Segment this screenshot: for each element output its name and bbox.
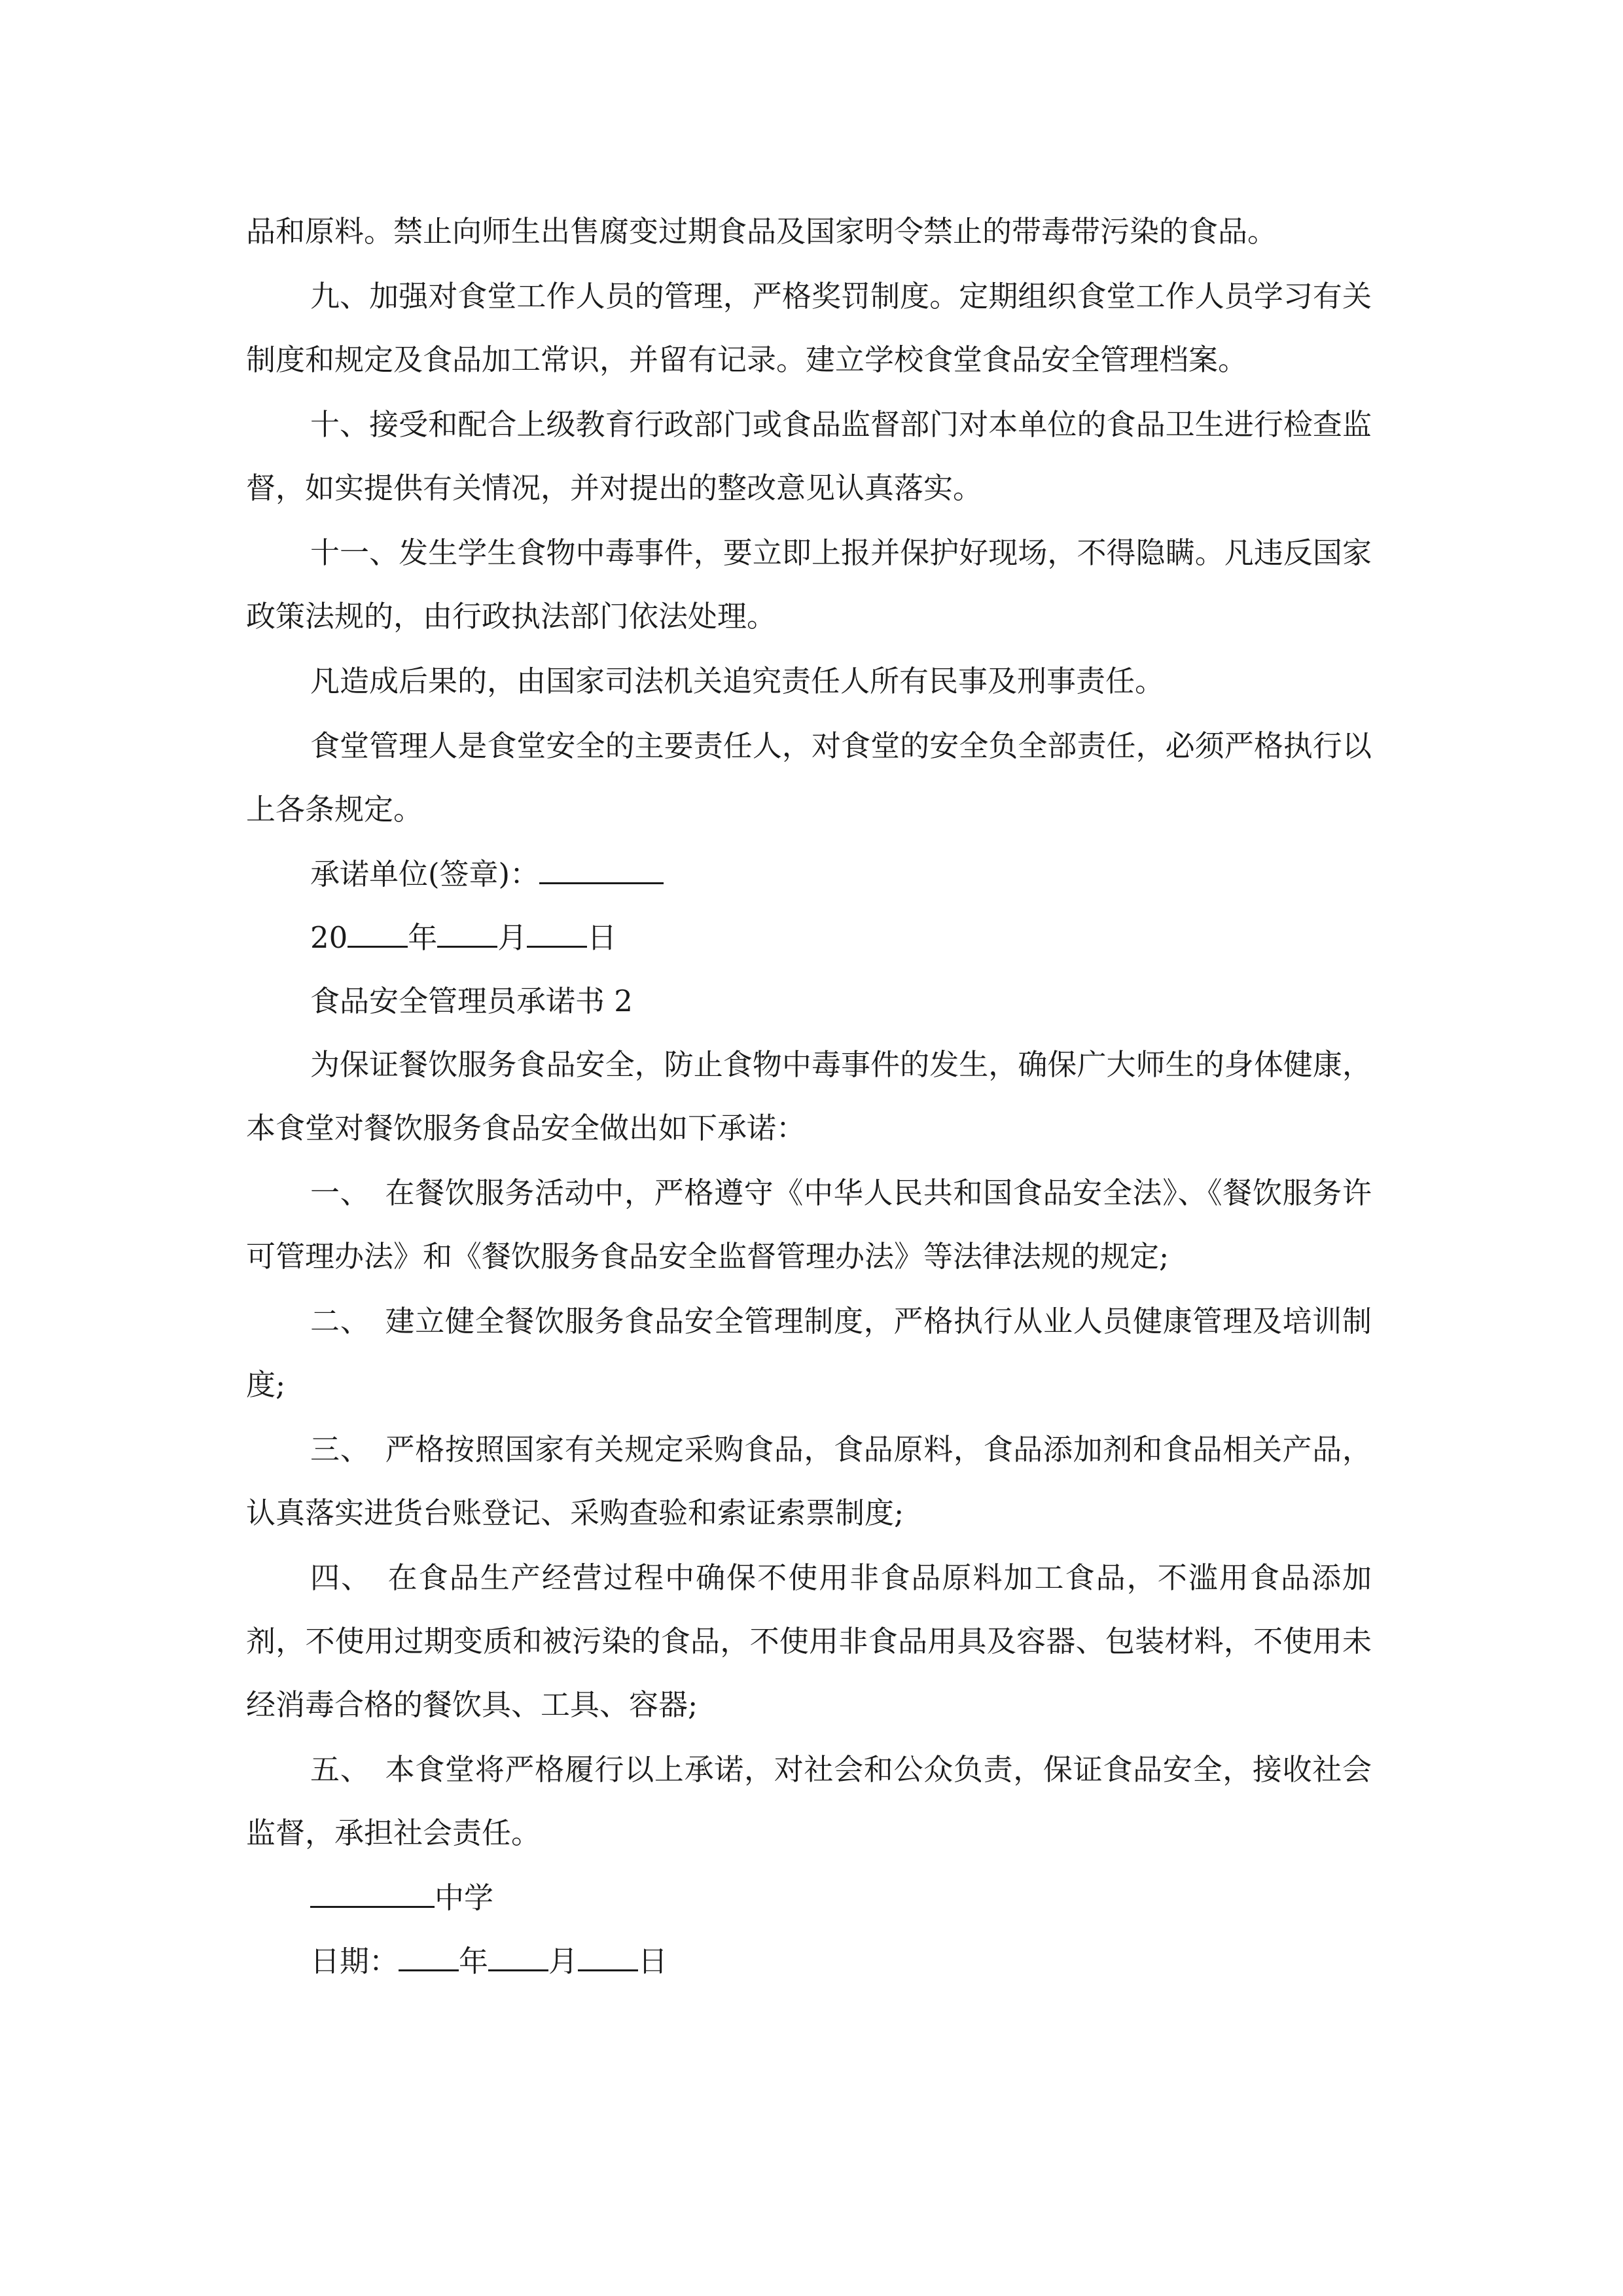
school-name-blank — [310, 1882, 435, 1908]
paragraph-consequence: 凡造成后果的，由国家司法机关追究责任人所有民事及刑事责任。 — [310, 664, 1165, 698]
signature-blank — [539, 859, 664, 884]
year-label: 年 — [408, 920, 438, 955]
month-label: 月 — [497, 920, 527, 955]
date-line-2 — [246, 1929, 1372, 1993]
date-prefix: 20 — [310, 920, 348, 955]
month-label: 月 — [548, 1944, 579, 1979]
month-blank — [488, 1946, 548, 1971]
date-line-1 — [246, 906, 1372, 969]
commitment-5: 五、 本食堂将严格履行以上承诺，对社会和公众负责，保证食品安全，接收社会监督，承担社会责任。 — [246, 1752, 1372, 1850]
section-title: 食品安全管理员承诺书 2 — [310, 984, 633, 1018]
commitment-2: 二、 建立健全餐饮服务食品安全管理制度，严格执行从业人员健康管理及培训制度; — [246, 1304, 1372, 1402]
month-blank — [437, 922, 497, 948]
signature-unit-line — [246, 842, 1372, 906]
commitment-3: 三、 严格按照国家有关规定采购食品，食品原料，食品添加剂和食品相关产品，认真落实进货台账登记、采购查验和索证索票制度; — [246, 1432, 1372, 1530]
year-blank — [399, 1946, 459, 1971]
paragraph-item-11: 十一、发生学生食物中毒事件，要立即上报并保护好现场，不得隐瞒。凡违反国家政策法规的，由行政执法部门依法处理。 — [246, 535, 1372, 634]
document-body — [246, 200, 1372, 1993]
school-suffix: 中学 — [435, 1880, 494, 1915]
paragraph-intro: 为保证餐饮服务食品安全，防止食物中毒事件的发生，确保广大师生的身体健康，本食堂对餐饮服务食品安全做出如下承诺： — [246, 1047, 1372, 1145]
year-label: 年 — [459, 1944, 489, 1979]
paragraph-responsibility: 食堂管理人是食堂安全的主要责任人，对食堂的安全负全部责任，必须严格执行以上各条规定。 — [246, 728, 1372, 827]
day-blank — [578, 1946, 638, 1971]
day-blank — [527, 922, 587, 948]
date-label: 日期： — [310, 1944, 399, 1979]
year-blank — [348, 922, 408, 948]
commitment-4: 四、 在食品生产经营过程中确保不使用非食品原料加工食品，不滥用食品添加剂，不使用过期变质和被污染的食品，不使用非食品用具及容器、包装材料，不使用未经消毒合格的餐饮具、工具、容器; — [246, 1560, 1372, 1722]
commitment-1: 一、 在餐饮服务活动中，严格遵守《中华人民共和国食品安全法》、《餐饮服务许可管理办法》和《餐饮服务食品安全监督管理办法》等法律法规的规定; — [246, 1175, 1372, 1274]
day-label: 日 — [638, 1944, 668, 1979]
paragraph-item-10: 十、接受和配合上级教育行政部门或食品监督部门对本单位的食品卫生进行检查监督，如实提供有关情况，并对提出的整改意见认真落实。 — [246, 407, 1372, 505]
signature-unit-label: 承诺单位(签章)： — [310, 857, 540, 891]
school-line — [246, 1866, 1372, 1929]
day-label: 日 — [587, 920, 617, 955]
paragraph-item-9: 九、加强对食堂工作人员的管理，严格奖罚制度。定期组织食堂工作人员学习有关制度和规定及食品加工常识，并留有记录。建立学校食堂食品安全管理档案。 — [246, 279, 1372, 377]
paragraph-continuation: 品和原料。禁止向师生出售腐变过期食品及国家明令禁止的带毒带污染的食品。 — [246, 214, 1277, 249]
